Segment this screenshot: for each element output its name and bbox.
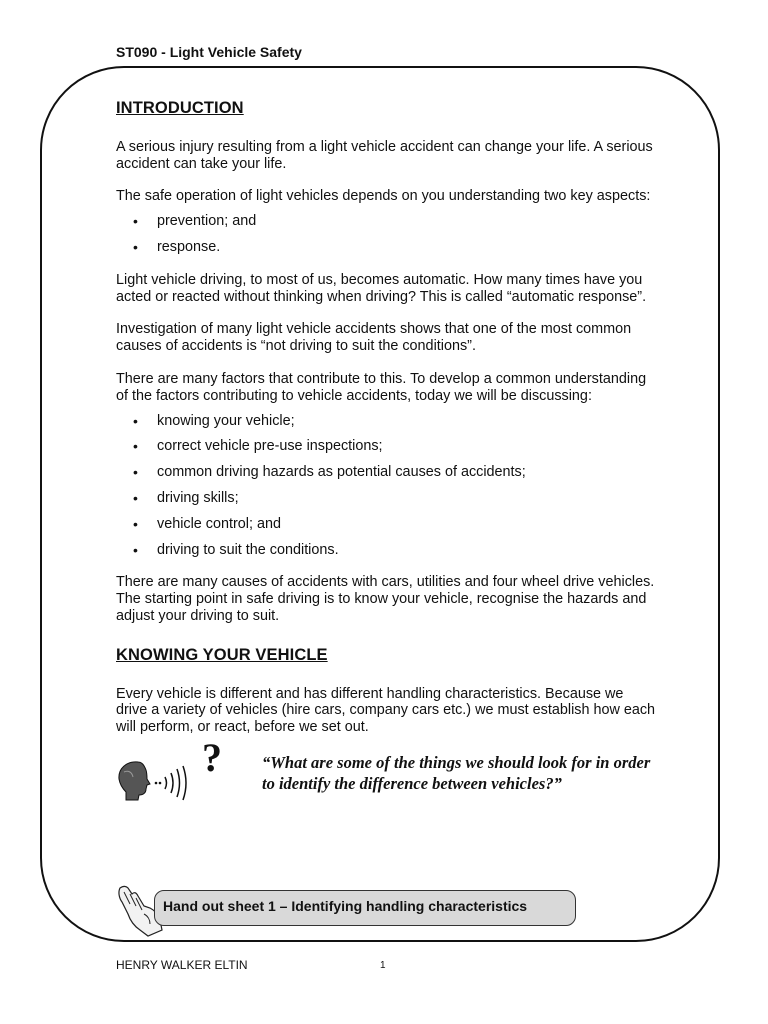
discussion-question — [116, 734, 656, 814]
footer-author: HENRY WALKER ELTIN — [116, 958, 248, 972]
intro-paragraph-4: Investigation of many light vehicle accidents shows that one of the most common causes of accidents is “not driving to suit the conditions”. — [116, 321, 632, 355]
intro-paragraph-6: There are many causes of accidents with cars, utilities and four wheel drive vehicles. The starting point in safe driving is to know your vehicle, recognise the hazards and adjust your driving to suit. — [116, 574, 655, 624]
knowing-paragraph-1: Every vehicle is different and has different handling characteristics. Because we drive a variety of vehicles (hire cars, company cars etc.) we must establish how each will perform, or react, before we set out. — [116, 685, 656, 736]
question-mark: ? — [202, 734, 222, 780]
intro-paragraph-2: The safe operation of light vehicles depends on you understanding two key aspects: — [116, 188, 651, 205]
aspects-list — [116, 213, 656, 256]
intro-paragraph-3: Light vehicle driving, to most of us, becomes automatic. How many times have you acted or reacted without thinking when driving? This is called “automatic response”. — [116, 271, 647, 305]
main-content — [116, 100, 656, 814]
list-item: • response. — [116, 239, 656, 256]
document-header: ST090 - Light Vehicle Safety — [116, 44, 302, 60]
intro-paragraph-5: There are many factors that contribute to this. To develop a common understanding of the factors contributing to vehicle accidents, today we will be discussing: — [116, 370, 647, 404]
list-item: • knowing your vehicle; — [116, 413, 656, 430]
list-item: • driving to suit the conditions. — [116, 542, 656, 559]
handout-label: Hand out sheet 1 – Identifying handling characteristics — [154, 890, 576, 926]
list-item: • prevention; and — [116, 213, 656, 230]
speaking-head-icon — [116, 758, 196, 807]
list-item: • common driving hazards as potential causes of accidents; — [116, 464, 656, 481]
introduction-heading: INTRODUCTION — [116, 99, 244, 117]
knowing-vehicle-heading: KNOWING YOUR VEHICLE — [116, 645, 328, 664]
list-item: • driving skills; — [116, 490, 656, 507]
question-quote: “What are some of the things we should look for in order to identify the difference between vehicles?” — [262, 752, 651, 793]
factors-list — [116, 413, 656, 559]
list-item: • vehicle control; and — [116, 516, 656, 533]
intro-paragraph-1: A serious injury resulting from a light vehicle accident can change your life. A serious accident can take your life. — [116, 138, 653, 172]
list-item: • correct vehicle pre-use inspections; — [116, 438, 656, 455]
page-number: 1 — [380, 960, 386, 971]
